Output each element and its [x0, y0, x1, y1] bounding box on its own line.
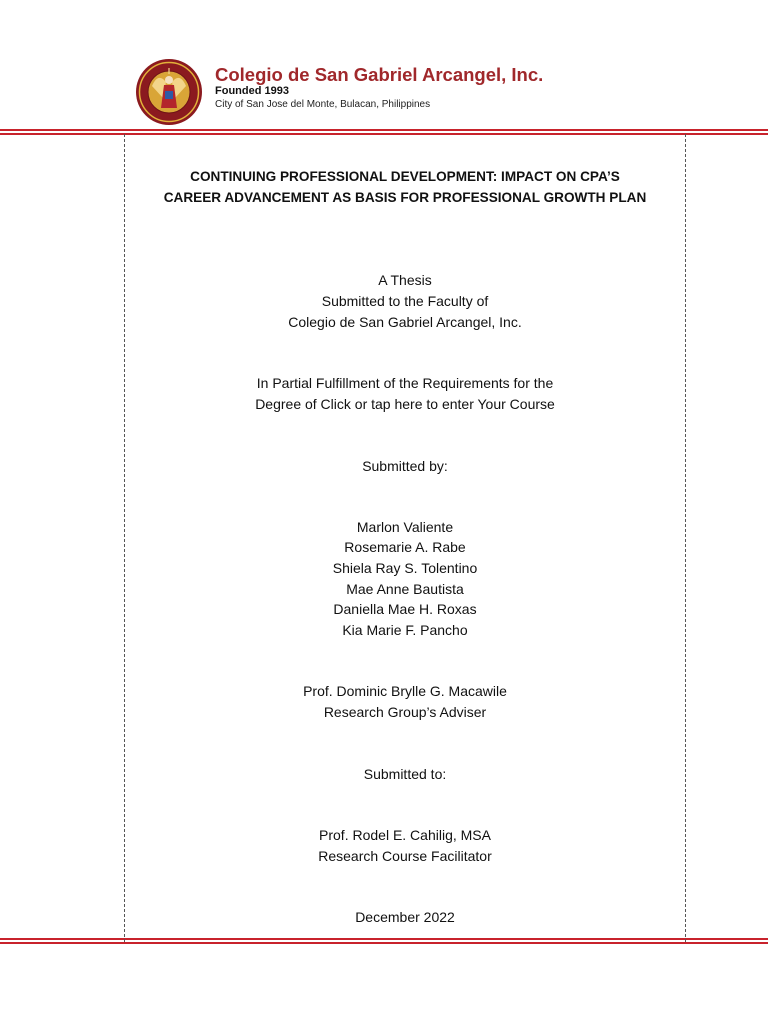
author: Kia Marie F. Pancho — [342, 622, 468, 638]
letterhead — [0, 0, 768, 140]
institution-name: Colegio de San Gabriel Arcangel, Inc. — [215, 64, 544, 85]
facilitator-name: Prof. Rodel E. Cahilig, MSA — [319, 827, 491, 843]
footer-rule-top — [0, 938, 768, 940]
author: Marlon Valiente — [356, 519, 454, 535]
founded-year: Founded 1993 — [215, 85, 289, 97]
author: Rosemarie A. Rabe — [344, 539, 466, 555]
document-type: A Thesis — [378, 272, 432, 288]
thesis-title-line-1: CONTINUING PROFESSIONAL DEVELOPMENT: IMPACT ON CPA’S — [190, 169, 620, 184]
author: Shiela Ray S. Tolentino — [332, 560, 478, 576]
footer-rule-bottom — [0, 942, 768, 944]
facilitator-role: Research Course Facilitator — [318, 848, 492, 864]
thesis-title-line-2: CAREER ADVANCEMENT AS BASIS FOR PROFESSIONAL GROWTH PLAN — [163, 190, 647, 205]
fulfillment-line-1: In Partial Fulfillment of the Requirements for the — [256, 375, 554, 391]
faculty-name: Colegio de San Gabriel Arcangel, Inc. — [288, 314, 522, 330]
fulfillment-line-2: Degree of Click or tap here to enter Your Course — [255, 396, 555, 412]
submitted-by-label: Submitted by: — [362, 458, 448, 474]
submitted-to-label: Submitted to: — [363, 766, 447, 782]
institution-address: City of San Jose del Monte, Bulacan, Philippines — [215, 99, 431, 110]
adviser-role: Research Group’s Adviser — [323, 704, 487, 720]
header-rule-top — [0, 129, 768, 131]
thesis-title — [124, 166, 686, 208]
submission-date: December 2022 — [355, 909, 455, 925]
college-seal-icon — [135, 58, 203, 126]
author: Mae Anne Bautista — [346, 581, 464, 597]
submitted-to-faculty: Submitted to the Faculty of — [321, 293, 489, 309]
header-rule-bottom — [0, 133, 768, 135]
author: Daniella Mae H. Roxas — [333, 601, 477, 617]
adviser-name: Prof. Dominic Brylle G. Macawile — [303, 683, 507, 699]
